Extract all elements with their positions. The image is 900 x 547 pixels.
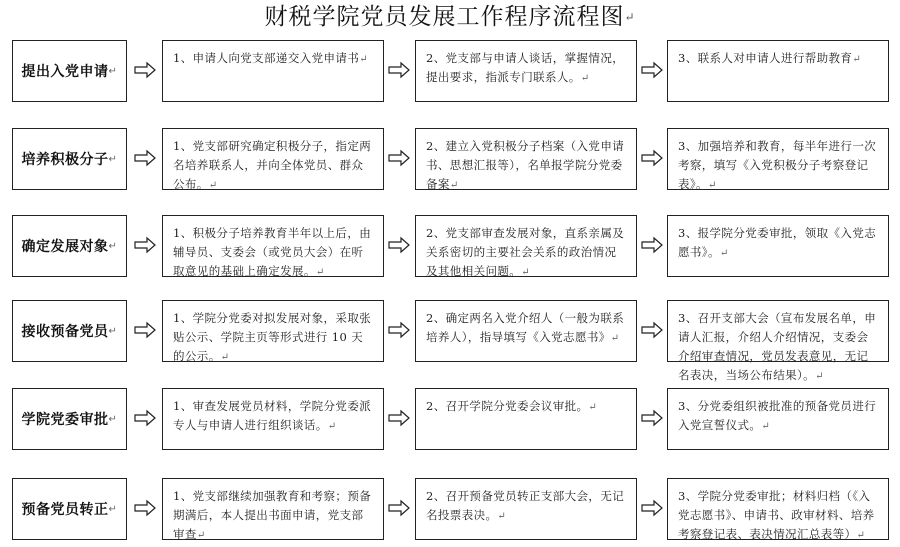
step-box (162, 215, 384, 277)
stage-box (12, 128, 127, 190)
arrow-right-icon (388, 500, 410, 516)
paragraph-mark: ↵ (208, 180, 218, 191)
arrow-right-icon (388, 150, 410, 166)
step-text: 1、学院分党委对拟发展对象，采取张贴公示、学院主页等形式进行 10 天的公示。 (173, 311, 372, 363)
step-text: 2、确定两名入党介绍人（一般为联系培养人），指导填写《入党志愿书》 (426, 311, 625, 344)
step-text: 3、联系人对申请人进行帮助教育 (678, 51, 853, 65)
step-text: 1、积极分子培养教育半年以上后，由辅导员、支委会（或党员大会）在听取意见的基础上确定发展。 (173, 226, 372, 278)
arrow-right-icon (641, 410, 663, 426)
step-text: 3、加强培养和教育，每半年进行一次考察，填写《入党积极分子考察登记表》。 (678, 139, 877, 191)
step-text: 2、党支部与申请人谈话，掌握情况，提出要求，指派专门联系人。 (426, 51, 625, 84)
step-box (415, 478, 637, 540)
step-box (415, 300, 637, 362)
stage-box (12, 300, 127, 362)
stage-label: 确定发展对象 (21, 239, 109, 255)
paragraph-mark: ↵ (719, 248, 729, 259)
paragraph-mark: ↵ (761, 421, 771, 432)
paragraph-mark: ↵ (327, 421, 337, 432)
arrow-right-icon (134, 410, 156, 426)
paragraph-mark: ↵ (449, 180, 459, 191)
stage-label: 学院党委审批 (21, 412, 109, 428)
step-box (667, 40, 889, 102)
paragraph-mark: ↵ (856, 530, 866, 541)
arrow-right-icon (641, 150, 663, 166)
step-box (667, 215, 889, 277)
arrow-right-icon (641, 62, 663, 78)
step-box (415, 388, 637, 450)
stage-label: 提出入党申请 (21, 64, 109, 80)
flow-row (0, 128, 900, 192)
paragraph-mark: ↵ (108, 413, 118, 425)
step-text: 1、审查发展党员材料，学院分党委派专人与申请人进行组织谈话。 (173, 399, 372, 432)
stage-label: 预备党员转正 (21, 502, 109, 518)
step-text: 3、召开支部大会（宣布发展名单，申请人汇报，介绍人介绍情况，支委会介绍审查情况，党员发表意见，无记名表决，当场公布结果）。 (678, 311, 877, 382)
arrow-right-icon (134, 150, 156, 166)
paragraph-mark: ↵ (852, 54, 862, 65)
step-box (667, 478, 889, 540)
paragraph-mark: ↵ (108, 240, 118, 252)
step-text: 1、党支部继续加强教育和考察；预备期满后，本人提出书面申请，党支部审查 (173, 489, 372, 541)
arrow-right-icon (388, 322, 410, 338)
paragraph-mark: ↵ (610, 333, 620, 344)
page-title (0, 2, 900, 32)
step-box (415, 215, 637, 277)
stage-box (12, 215, 127, 277)
stage-label: 接收预备党员 (21, 324, 109, 340)
step-text: 3、学院分党委审批；材料归档（《入党志愿书》、申请书、政审材料、培养考察登记表、表决情况汇总表等） (678, 489, 875, 541)
flow-row (0, 478, 900, 542)
step-box (162, 128, 384, 190)
step-box (162, 388, 384, 450)
arrow-right-icon (641, 322, 663, 338)
arrow-right-icon (134, 322, 156, 338)
title-text: 财税学院党员发展工作程序流程图 (264, 4, 625, 30)
step-box (667, 300, 889, 382)
paragraph-mark: ↵ (624, 10, 636, 24)
flow-row (0, 215, 900, 279)
paragraph-mark: ↵ (497, 511, 507, 522)
step-text: 3、报学院分党委审批，领取《入党志愿书》。 (678, 226, 877, 259)
paragraph-mark: ↵ (108, 65, 118, 77)
stage-box (12, 478, 127, 540)
arrow-right-icon (388, 410, 410, 426)
step-box (415, 128, 637, 190)
arrow-right-icon (388, 62, 410, 78)
step-box (415, 40, 637, 102)
arrow-right-icon (641, 237, 663, 253)
paragraph-mark: ↵ (580, 73, 590, 84)
step-text: 2、党支部审查发展对象，直系亲属及关系密切的主要社会关系的政治情况及其他相关问题。 (426, 226, 625, 278)
paragraph-mark: ↵ (315, 267, 325, 278)
stage-box (12, 40, 127, 102)
arrow-right-icon (134, 500, 156, 516)
arrow-right-icon (641, 500, 663, 516)
step-text: 1、申请人向党支部递交入党申请书 (173, 51, 360, 65)
paragraph-mark: ↵ (108, 153, 118, 165)
flow-row (0, 40, 900, 104)
step-text: 1、党支部研究确定积极分子，指定两名培养联系人，并向全体党员、群众公布。 (173, 139, 372, 191)
step-text: 2、召开学院分党委会议审批。 (426, 399, 589, 413)
flow-row (0, 388, 900, 452)
stage-box (12, 388, 127, 450)
paragraph-mark: ↵ (108, 503, 118, 515)
paragraph-mark: ↵ (707, 180, 717, 191)
step-box (667, 388, 889, 450)
step-box (162, 300, 384, 362)
stage-label: 培养积极分子 (21, 152, 109, 168)
step-text: 2、建立入党积极分子档案（入党申请书、思想汇报等），名单报学院分党委备案 (426, 139, 625, 191)
paragraph-mark: ↵ (521, 267, 530, 278)
step-text: 3、分党委组织被批准的预备党员进行入党宣誓仪式。 (678, 399, 877, 432)
paragraph-mark: ↵ (196, 530, 206, 541)
step-text: 2、召开预备党员转正支部大会，无记名投票表决。 (426, 489, 625, 522)
step-box (667, 128, 889, 190)
paragraph-mark: ↵ (359, 54, 368, 65)
paragraph-mark: ↵ (108, 325, 118, 337)
step-box (162, 478, 384, 540)
arrow-right-icon (388, 237, 410, 253)
flow-row (0, 300, 900, 382)
paragraph-mark: ↵ (588, 402, 598, 413)
arrow-right-icon (134, 62, 156, 78)
step-box (162, 40, 384, 102)
arrow-right-icon (134, 237, 156, 253)
paragraph-mark: ↵ (815, 371, 824, 382)
paragraph-mark: ↵ (220, 352, 230, 363)
